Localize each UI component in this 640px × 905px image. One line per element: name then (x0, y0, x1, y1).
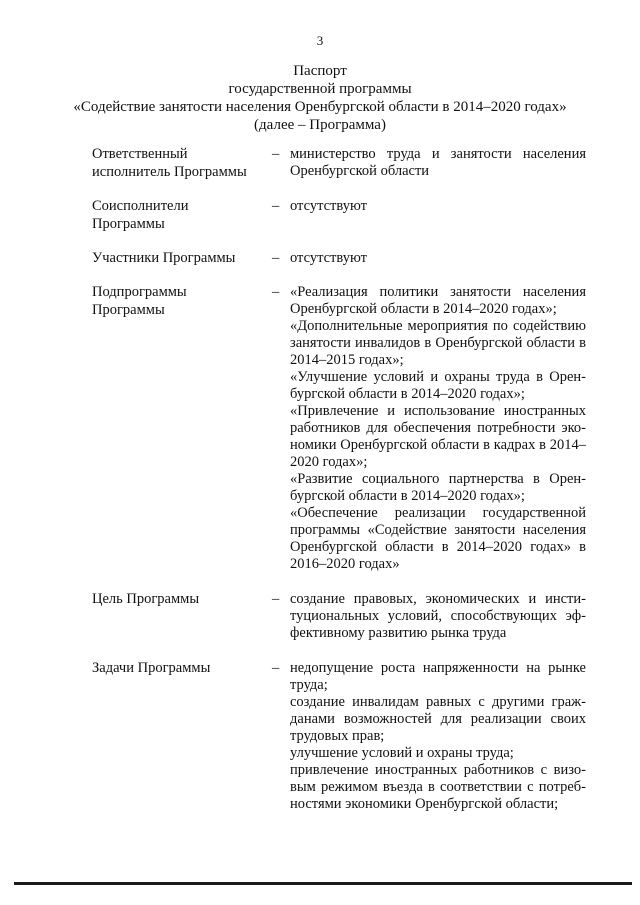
value-item: «Реализация политики занятости населения Оренбургской области в 2014–2020 годах»; (290, 284, 586, 317)
value-item: создание инвалидам равных с другими гражданами возможностей для реализации своих трудовых прав; (290, 694, 586, 744)
row-value (290, 591, 586, 642)
row-label: Подпрограммы Программы (92, 284, 187, 318)
passport-title (60, 62, 580, 134)
value-item: недопущение роста напряженности на рынке труда; (290, 660, 586, 693)
value-item: создание правовых, экономических и институциональных условий, способствующих эффективному развитию рынка труда (290, 591, 586, 641)
value-item: министерство труда и занятости населения Оренбургской области (290, 146, 586, 179)
value-item: «Дополнительные мероприятия по содействию занятости инвалидов в Оренбургской области в 2014–2015 годах»; (290, 318, 586, 368)
bottom-rule (14, 882, 632, 885)
value-item: улучшение условий и охраны труда; (290, 745, 514, 761)
value-item: «Привлечение и использование иностранных работников для обеспечения потребности экономики Оренбургской области в кадрах в 2014–2020 годах»; (290, 403, 586, 470)
row-value (290, 250, 586, 267)
row-value (290, 284, 586, 573)
row-label: Соисполнители Программы (92, 198, 189, 232)
row-label: Ответственный исполнитель Программы (92, 146, 247, 180)
title-line-1: Паспорт (293, 63, 347, 79)
row-dash: – (272, 198, 280, 214)
row-value (290, 198, 586, 215)
title-line-4: (далее – Программа) (254, 117, 386, 133)
row-value (290, 146, 586, 180)
value-item: «Обеспечение реализации государственной программы «Содействие занятости населения Оренбургской области в 2014–2020 годах» в 2016–2020 годах» (290, 505, 586, 572)
row-dash: – (272, 660, 280, 676)
value-item: привлечение иностранных работников с визовым режимом въезда в соответствии с потребностями экономики Оренбургской области; (290, 762, 586, 812)
row-dash: – (272, 284, 280, 300)
row-dash: – (272, 146, 280, 162)
row-dash: – (272, 250, 280, 266)
row-label: Задачи Программы (92, 660, 211, 676)
row-label: Цель Программы (92, 591, 200, 607)
row-dash: – (272, 591, 280, 607)
value-item: отсутствуют (290, 250, 367, 266)
title-line-2: государственной программы (228, 81, 412, 97)
row-label: Участники Программы (92, 250, 236, 266)
title-line-3: «Содействие занятости населения Оренбургской области в 2014–2020 годах» (73, 99, 567, 115)
value-item: «Развитие социального партнерства в Оренбургской области в 2014–2020 годах»; (290, 471, 586, 504)
value-item: отсутствуют (290, 198, 367, 214)
row-value (290, 660, 586, 813)
page-number: 3 (316, 33, 324, 48)
value-item: «Улучшение условий и охраны труда в Оренбургской области в 2014–2020 годах»; (290, 369, 586, 402)
